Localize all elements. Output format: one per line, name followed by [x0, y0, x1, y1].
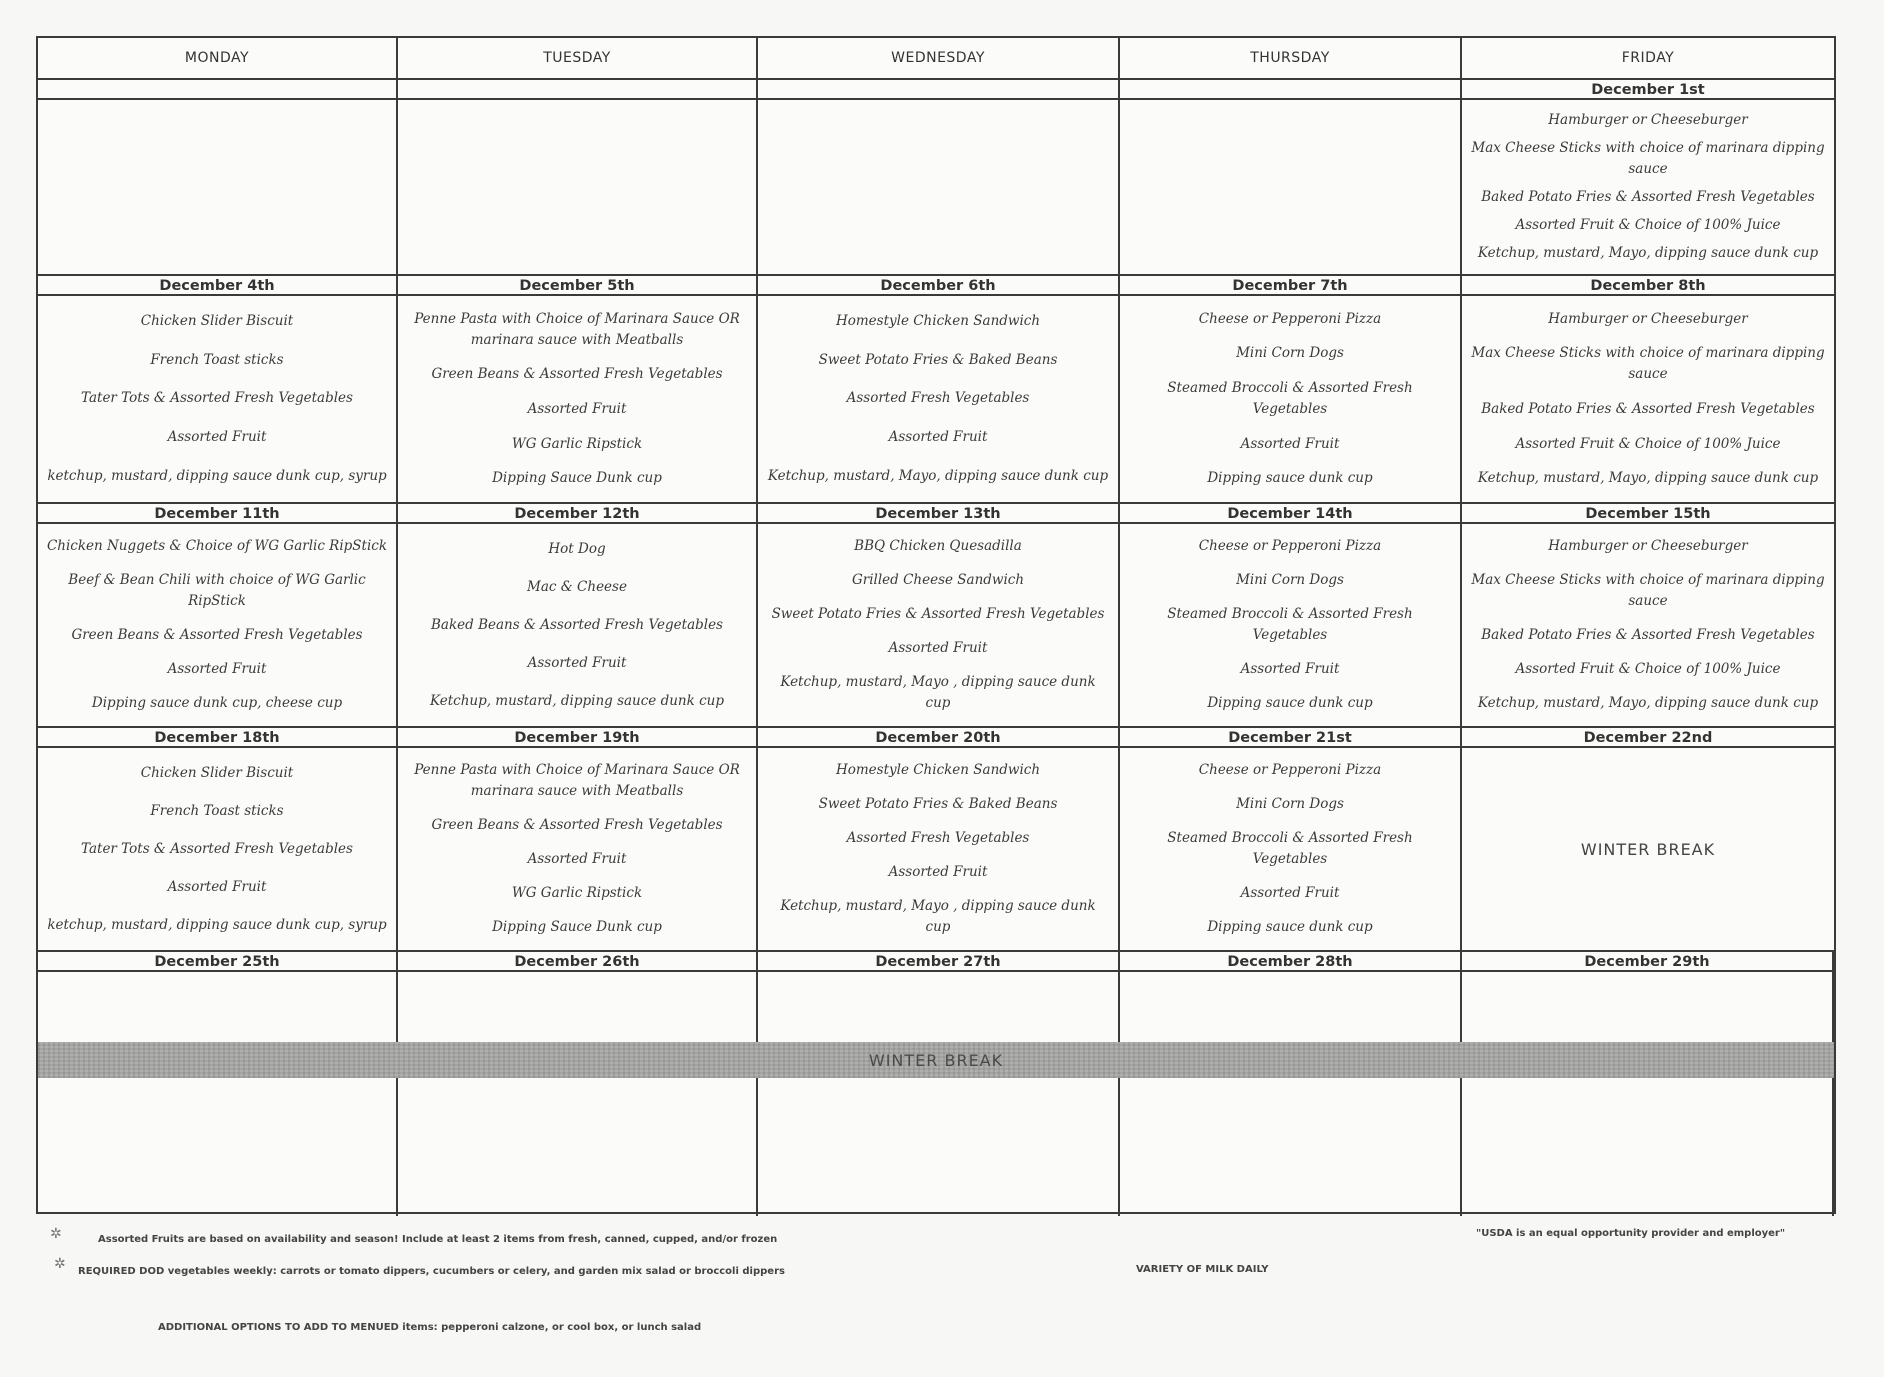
menu-item: Cheese or Pepperoni Pizza: [1198, 762, 1382, 779]
menu-item: Dipping sauce dunk cup: [1207, 918, 1373, 935]
menu-item: Green Beans & Assorted Fresh Vegetables: [431, 366, 723, 383]
menu-item: French Toast sticks: [150, 351, 284, 368]
asterisk-icon: ✲: [50, 1226, 62, 1242]
header-monday: MONDAY: [38, 38, 398, 78]
day-menu: [1120, 748, 1460, 950]
day-date: December 5th: [398, 276, 756, 296]
day-date: December 15th: [1462, 504, 1834, 524]
day-menu: [398, 100, 756, 274]
day-cell: [38, 728, 398, 950]
menu-item: Green Beans & Assorted Fresh Vegetables: [431, 817, 723, 834]
week-row-4: [38, 728, 1834, 952]
menu-item: Assorted Fruit: [1240, 435, 1340, 452]
menu-item: Max Cheese Sticks with choice of marinara dipping sauce: [1471, 139, 1825, 177]
day-cell: [38, 276, 398, 502]
menu-item: Penne Pasta with Choice of Marinara Sauce OR marinara sauce with Meatballs: [414, 762, 740, 800]
day-menu: [38, 296, 396, 502]
menu-item: Hot Dog: [548, 540, 606, 557]
menu-item: Ketchup, mustard, Mayo, dipping sauce dunk cup: [767, 468, 1109, 485]
menu-item: Hamburger or Cheeseburger: [1548, 310, 1748, 327]
usda-footnote: "USDA is an equal opportunity provider and employer": [1476, 1228, 1786, 1239]
day-menu: [38, 524, 396, 726]
menu-item: Mini Corn Dogs: [1236, 572, 1344, 589]
day-cell: [758, 80, 1120, 274]
day-menu: [398, 524, 756, 726]
menu-item: Mini Corn Dogs: [1236, 345, 1344, 362]
day-date: December 13th: [758, 504, 1118, 524]
menu-item: Penne Pasta with Choice of Marinara Sauce OR marinara sauce with Meatballs: [414, 310, 740, 348]
day-menu: [398, 748, 756, 950]
day-menu: [758, 748, 1118, 950]
menu-item: Ketchup, mustard, Mayo, dipping sauce dunk cup: [1477, 694, 1819, 711]
day-date: December 28th: [1120, 952, 1460, 972]
day-cell: [758, 952, 1120, 1216]
menu-item: Dipping sauce dunk cup, cheese cup: [91, 694, 343, 711]
menu-calendar: [36, 36, 1836, 1214]
day-menu: [1462, 524, 1834, 726]
menu-item: Assorted Fruit & Choice of 100% Juice: [1515, 435, 1781, 452]
day-cell: [38, 504, 398, 726]
menu-item: Dipping Sauce Dunk cup: [492, 470, 662, 487]
menu-item: Steamed Broccoli & Assorted Fresh Vegetables: [1167, 605, 1413, 643]
day-date: [398, 80, 756, 100]
menu-item: Assorted Fruit: [1240, 884, 1340, 901]
menu-item: Chicken Slider Biscuit: [140, 764, 294, 781]
menu-item: Assorted Fruit: [527, 400, 627, 417]
menu-item: Tater Tots & Assorted Fresh Vegetables: [81, 840, 353, 857]
day-date: December 6th: [758, 276, 1118, 296]
day-date: December 8th: [1462, 276, 1834, 296]
menu-item: ketchup, mustard, dipping sauce dunk cup, syrup: [47, 916, 387, 933]
menu-item: Dipping sauce dunk cup: [1207, 694, 1373, 711]
menu-item: Ketchup, mustard, Mayo , dipping sauce dunk cup: [780, 673, 1096, 711]
menu-item: Baked Potato Fries & Assorted Fresh Vegetables: [1481, 188, 1815, 205]
day-date: December 25th: [38, 952, 396, 972]
menu-item: Assorted Fruit: [167, 878, 267, 895]
menu-item: Baked Potato Fries & Assorted Fresh Vegetables: [1481, 400, 1815, 417]
day-date: December 4th: [38, 276, 396, 296]
day-cell: [1120, 728, 1462, 950]
week-row-1: [38, 80, 1834, 276]
day-cell: [1462, 728, 1834, 950]
day-menu: [758, 524, 1118, 726]
menu-item: Green Beans & Assorted Fresh Vegetables: [71, 626, 363, 643]
menu-item: Assorted Fruit & Choice of 100% Juice: [1515, 660, 1781, 677]
menu-item: Sweet Potato Fries & Baked Beans: [818, 351, 1058, 368]
day-cell: [398, 952, 758, 1216]
menu-item: Assorted Fruit: [888, 429, 988, 446]
menu-item: Assorted Fruit: [527, 850, 627, 867]
menu-item: Baked Potato Fries & Assorted Fresh Vegetables: [1481, 626, 1815, 643]
day-cell: [1120, 80, 1462, 274]
day-cell: [398, 80, 758, 274]
menu-item: Assorted Fruit: [888, 639, 988, 656]
day-cell: [1462, 80, 1834, 274]
week-row-3: [38, 504, 1834, 728]
day-menu: [1462, 100, 1834, 274]
weekday-header-row: [38, 38, 1834, 80]
day-cell: [758, 276, 1120, 502]
menu-item: Assorted Fresh Vegetables: [846, 390, 1030, 407]
menu-item: Ketchup, mustard, Mayo, dipping sauce dunk cup: [1477, 470, 1819, 487]
menu-item: Chicken Slider Biscuit: [140, 312, 294, 329]
day-menu: [758, 100, 1118, 274]
menu-item: Homestyle Chicken Sandwich: [835, 312, 1041, 329]
menu-item: Assorted Fruit: [527, 654, 627, 671]
fruit-footnote: Assorted Fruits are based on availability and season! Include at least 2 items from fresh, canned, cupped, and/or frozen: [98, 1234, 778, 1245]
menu-item: Dipping sauce dunk cup: [1207, 470, 1373, 487]
menu-item: Steamed Broccoli & Assorted Fresh Vegetables: [1167, 379, 1413, 417]
day-cell: [398, 504, 758, 726]
menu-item: Homestyle Chicken Sandwich: [835, 762, 1041, 779]
menu-item: Ketchup, mustard, Mayo, dipping sauce dunk cup: [1477, 245, 1819, 262]
header-thursday: THURSDAY: [1120, 38, 1462, 78]
menu-item: Ketchup, mustard, Mayo , dipping sauce dunk cup: [780, 897, 1096, 935]
week-row-2: [38, 276, 1834, 504]
day-date: December 1st: [1462, 80, 1834, 100]
day-menu: [1120, 296, 1460, 502]
day-date: December 18th: [38, 728, 396, 748]
day-menu: [38, 748, 396, 950]
milk-footnote: VARIETY OF MILK DAILY: [1136, 1264, 1269, 1275]
day-cell: [1462, 276, 1834, 502]
menu-item: Assorted Fruit: [888, 863, 988, 880]
day-date: December 29th: [1462, 952, 1832, 972]
menu-item: Sweet Potato Fries & Assorted Fresh Vegetables: [771, 605, 1105, 622]
header-tuesday: TUESDAY: [398, 38, 758, 78]
day-menu: [758, 296, 1118, 502]
menu-item: Assorted Fruit & Choice of 100% Juice: [1515, 217, 1781, 234]
menu-item: Sweet Potato Fries & Baked Beans: [818, 796, 1058, 813]
winter-break-label: WINTER BREAK: [1580, 839, 1716, 859]
day-cell: [398, 728, 758, 950]
day-date: [758, 80, 1118, 100]
day-date: December 14th: [1120, 504, 1460, 524]
menu-item: Assorted Fruit: [167, 429, 267, 446]
menu-item: Assorted Fresh Vegetables: [846, 829, 1030, 846]
day-date: [1120, 80, 1460, 100]
day-cell: [1120, 952, 1462, 1216]
day-date: December 27th: [758, 952, 1118, 972]
menu-item: Beef & Bean Chili with choice of WG Garlic RipStick: [68, 572, 366, 610]
menu-item: Grilled Cheese Sandwich: [851, 572, 1025, 589]
day-cell: [38, 80, 398, 274]
menu-item: Ketchup, mustard, dipping sauce dunk cup: [430, 692, 724, 709]
menu-item: Mac & Cheese: [527, 578, 627, 595]
menu-item: Chicken Nuggets & Choice of WG Garlic RipStick: [46, 538, 388, 555]
additional-options-footnote: ADDITIONAL OPTIONS TO ADD TO MENUED items: pepperoni calzone, or cool box, or lunch salad: [158, 1322, 702, 1333]
menu-item: Assorted Fruit: [167, 660, 267, 677]
menu-item: Tater Tots & Assorted Fresh Vegetables: [81, 390, 353, 407]
day-menu: [1120, 524, 1460, 726]
menu-item: ketchup, mustard, dipping sauce dunk cup, syrup: [47, 468, 387, 485]
menu-item: Baked Beans & Assorted Fresh Vegetables: [431, 616, 723, 633]
menu-item: French Toast sticks: [150, 802, 284, 819]
menu-item: Max Cheese Sticks with choice of marinara dipping sauce: [1471, 572, 1825, 610]
day-date: December 22nd: [1462, 728, 1834, 748]
menu-item: Steamed Broccoli & Assorted Fresh Vegetables: [1167, 829, 1413, 867]
day-cell: [758, 504, 1120, 726]
day-date: December 26th: [398, 952, 756, 972]
menu-item: WG Garlic Ripstick: [511, 884, 643, 901]
menu-item: Hamburger or Cheeseburger: [1548, 538, 1748, 555]
day-menu: [1120, 100, 1460, 274]
day-cell: [398, 276, 758, 502]
day-cell: [1462, 952, 1834, 1216]
day-cell: [1462, 504, 1834, 726]
day-date: December 12th: [398, 504, 756, 524]
day-cell: [38, 952, 398, 1216]
day-menu: [1462, 296, 1834, 502]
day-date: December 21st: [1120, 728, 1460, 748]
menu-item: Cheese or Pepperoni Pizza: [1198, 538, 1382, 555]
vegetable-footnote: REQUIRED DOD vegetables weekly: carrots or tomato dippers, cucumbers or celery, and garden mix salad or broccoli dippers: [78, 1266, 785, 1277]
menu-item: Cheese or Pepperoni Pizza: [1198, 310, 1382, 327]
day-date: December 19th: [398, 728, 756, 748]
menu-item: Mini Corn Dogs: [1236, 796, 1344, 813]
asterisk-icon: ✲: [54, 1256, 66, 1272]
day-date: [38, 80, 396, 100]
day-date: December 7th: [1120, 276, 1460, 296]
day-cell: [1120, 276, 1462, 502]
menu-item: Hamburger or Cheeseburger: [1548, 111, 1748, 128]
header-wednesday: WEDNESDAY: [758, 38, 1120, 78]
menu-item: Assorted Fruit: [1240, 660, 1340, 677]
day-date: December 11th: [38, 504, 396, 524]
week-row-5: [38, 952, 1834, 1216]
day-date: December 20th: [758, 728, 1118, 748]
day-cell: [1120, 504, 1462, 726]
day-menu: [38, 100, 396, 274]
menu-item: WG Garlic Ripstick: [511, 435, 643, 452]
menu-item: BBQ Chicken Quesadilla: [854, 538, 1022, 555]
day-menu: [398, 296, 756, 502]
menu-item: Dipping Sauce Dunk cup: [492, 918, 662, 935]
menu-item: Max Cheese Sticks with choice of marinara dipping sauce: [1471, 345, 1825, 383]
header-friday: FRIDAY: [1621, 50, 1675, 66]
winter-break-band: WINTER BREAK: [38, 1042, 1834, 1078]
day-cell: [758, 728, 1120, 950]
